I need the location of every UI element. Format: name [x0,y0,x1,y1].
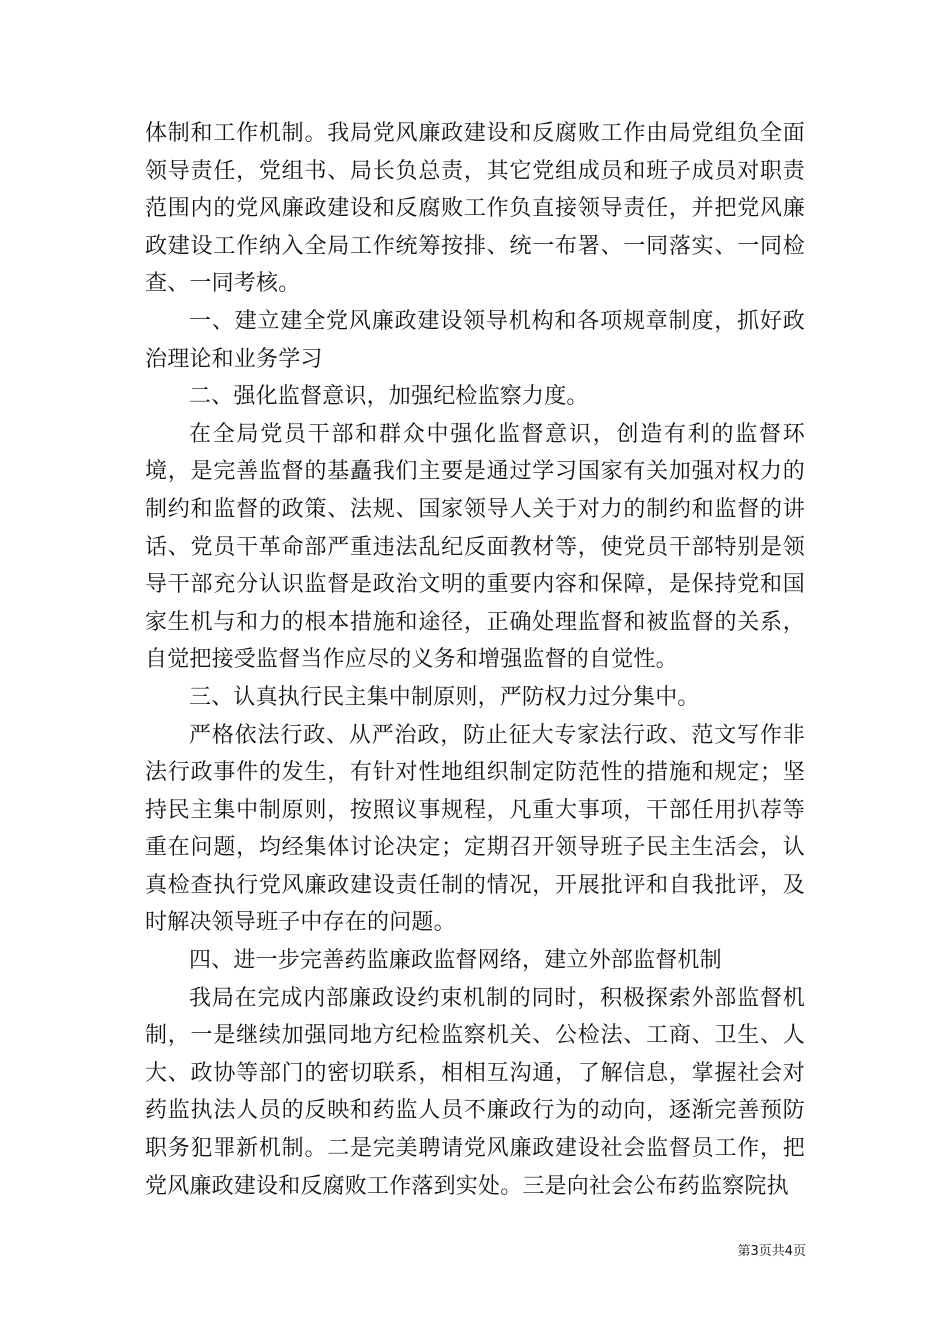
section-heading-2: 二、强化监督意识，加强纪检监察力度。 [189,384,589,410]
document-body [145,115,805,1205]
paragraph: 体制和工作机制。我局党风廉政建设和反腐败工作由局党组负全面领导责任，党组书、局长负总责，其它党组成员和班子成员对职责范围内的党风廉政建设和反腐败工作负直接领导责任，并把党风廉政建设工作纳入全局工作统筹按排、统一布署、一同落实、一同检查、一同考核。 [145,121,805,297]
section-heading-4: 四、进一步完善药监廉政监督网络，建立外部监督机制 [189,948,722,974]
section-heading-1: 一、建立建全党风廉政建设领导机构和各项规章制度，抓好政治理论和业务学习 [145,308,805,372]
paragraph: 在全局党员干部和群众中强化监督意识，创造有利的监督环境，是完善监督的基矗我们主要是通过学习国家有关加强对权力的制约和监督的政策、法规、国家领导人关于对力的制约和监督的讲话、党员干革命部严重违法乱纪反面教材等，使党员干部特别是领导干部充分认识监督是政治文明的重要内容和保障，是保持党和国家生机与和力的根本措施和途径，正确处理监督和被监督的关系，自觉把接受监督当作应尽的义务和增强监督的自觉性。 [145,421,805,673]
paragraph: 严格依法行政、从严治政，防止征大专家法行政、范文写作非法行政事件的发生，有针对性地组织制定防范性的措施和规定；坚持民主集中制原则，按照议事规程，凡重大事项，干部任用扒荐等重在问题，均经集体讨论决定；定期召开领导班子民主生活会，认真检查执行党风廉政建设责任制的情况，开展批评和自我批评，及时解决领导班子中存在的问题。 [145,722,805,936]
page-number-footer: 第3页共4页 [737,1244,806,1259]
section-heading-3: 三、认真执行民主集中制原则，严防权力过分集中。 [189,684,700,710]
paragraph: 我局在完成内部廉政设约束机制的同时，积极探索外部监督机制，一是继续加强同地方纪检监察机关、公检法、工商、卫生、人大、政协等部门的密切联系，相相互沟通，了解信息，掌握社会对药监执法人员的反映和药监人员不廉政行为的动向，逐渐完善预防职务犯罪新机制。二是完美聘请党风廉政建设社会监督员工作，把党风廉政建设和反腐败工作落到实处。三是向社会公布药监察院执 [145,985,805,1199]
